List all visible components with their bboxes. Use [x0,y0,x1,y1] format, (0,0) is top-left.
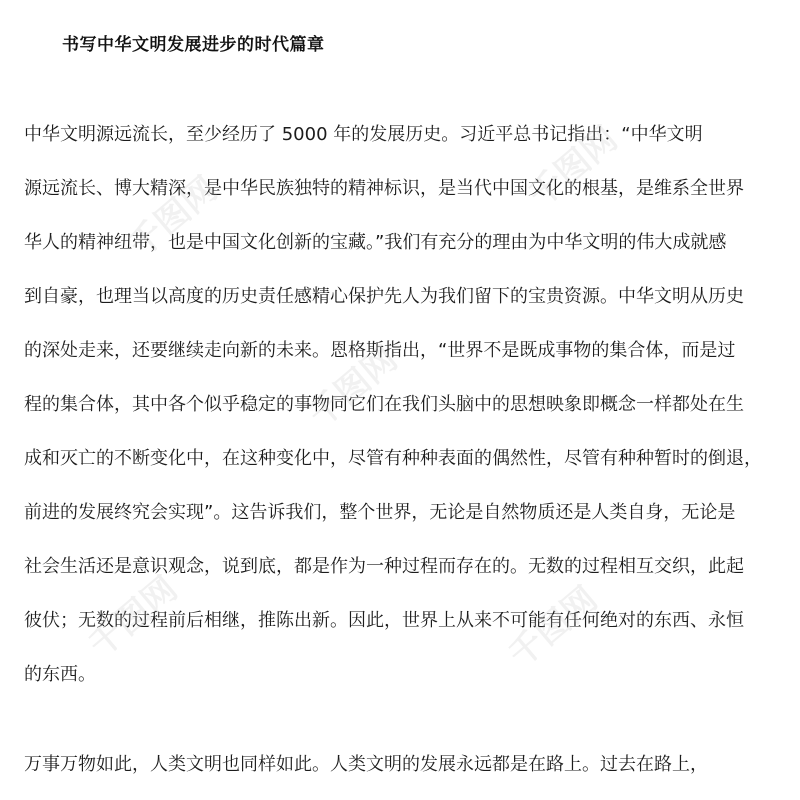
document-title: 书写中华文明发展进步的时代篇章 [62,35,325,55]
watermark-text: 千图网 [521,119,626,216]
watermark-text: 千图网 [121,169,226,266]
watermark-text: 千图网 [301,339,406,436]
paragraph-line: 万事万物如此，人类文明也同样如此。人类文明的发展永远都是在路上。过去在路上， [24,754,708,775]
paragraph-line: 前进的发展终究会实现”。这告诉我们，整个世界，无论是自然物质还是人类自身，无论是 [24,502,736,523]
paragraph-line: 源远流长、博大精深，是中华民族独特的精神标识，是当代中国文化的根基，是维系全世界 [24,178,744,199]
watermark-text: 千图网 [81,569,186,666]
watermark-text: 千图网 [501,579,606,676]
paragraph-line: 到自豪，也理当以高度的历史责任感精心保护先人为我们留下的宝贵资源。中华文明从历史 [24,286,744,307]
paragraph-line: 中华文明源远流长，至少经历了 5000 年的发展历史。习近平总书记指出：“中华文明 [24,124,703,145]
paragraph-line: 彼伏；无数的过程前后相继，推陈出新。因此，世界上从来不可能有任何绝对的东西、永恒 [24,610,744,631]
paragraph-line: 社会生活还是意识观念，说到底，都是作为一种过程而存在的。无数的过程相互交织，此起 [24,556,744,577]
paragraph-line: 成和灭亡的不断变化中，在这种变化中，尽管有种种表面的偶然性，尽管有种种暂时的倒退， [24,448,762,469]
paragraph-line: 程的集合体，其中各个似乎稳定的事物同它们在我们头脑中的思想映象即概念一样都处在生 [24,394,744,415]
paragraph-line: 华人的精神纽带，也是中国文化创新的宝藏。”我们有充分的理由为中华文明的伟大成就感 [24,232,727,253]
paragraph-line: 的深处走来，还要继续走向新的未来。恩格斯指出，“世界不是既成事物的集合体，而是过 [24,340,736,361]
paragraph-line: 的东西。 [24,664,96,685]
